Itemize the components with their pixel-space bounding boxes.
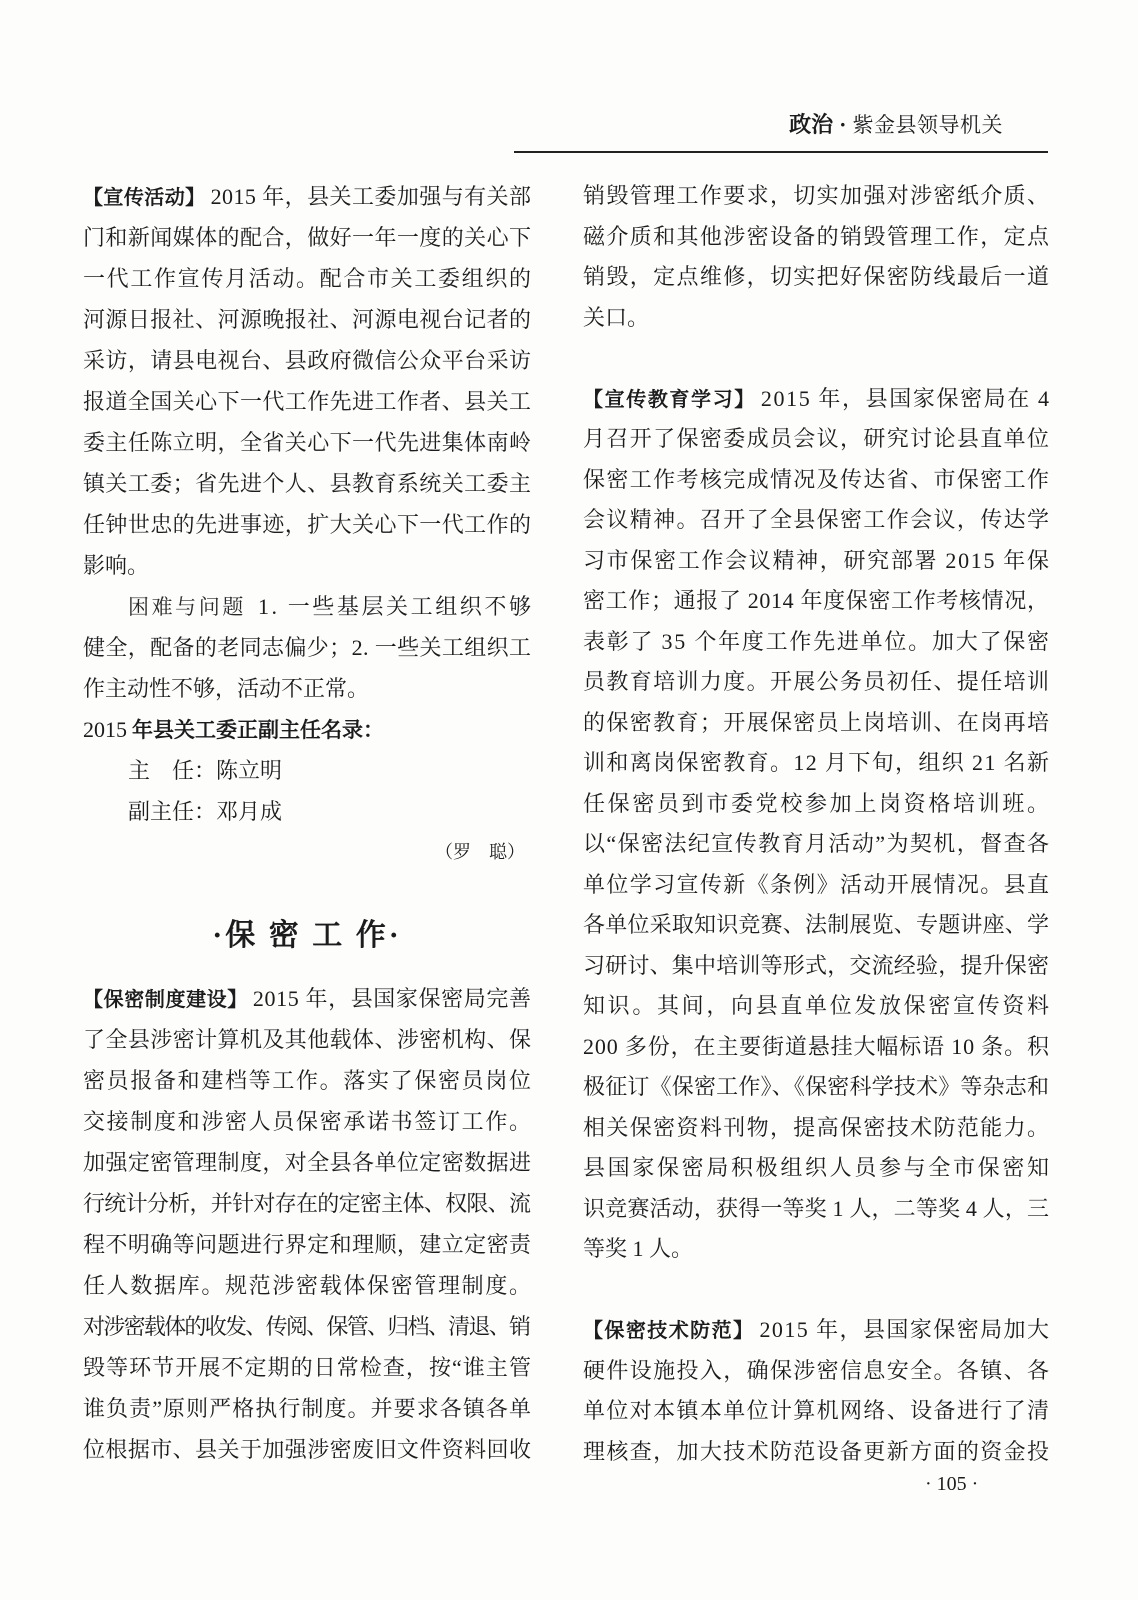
roster-year: 2015	[83, 717, 127, 742]
text-line: 了全县涉密计算机及其他载体、涉密机构、保	[83, 1027, 532, 1052]
paragraph-gap	[583, 338, 1049, 379]
text-line: 位根据市、县关于加强涉密废旧文件资料回收	[83, 1437, 532, 1462]
text-line: 一代工作宣传月活动。配合市关工委组织的	[83, 266, 533, 291]
text-line: 交接制度和涉密人员保密承诺书签订工作。	[83, 1109, 533, 1134]
text-line: 行统计分析，并针对存在的定密主体、权限、流	[83, 1191, 531, 1216]
article-heading: 【保密制度建设】	[83, 987, 248, 1011]
roster-director: 主 任：陈立明	[128, 758, 283, 783]
article-technical-protection	[583, 1310, 1049, 1472]
line-text: 2015 年，县关工委加强与有关部	[210, 184, 532, 209]
text-line: 会议精神。召开了全县保密工作会议，传达学	[583, 507, 1051, 532]
text-line: 关口。	[583, 304, 650, 330]
text-line: 委主任陈立明，全省关心下一代先进集体南岭	[83, 430, 532, 455]
article-publicity	[83, 176, 531, 586]
text-line: 单位学习宣传新《条例》活动开展情况。县直	[583, 871, 1051, 897]
text-line: 程不明确等问题进行界定和理顺，建立定密责	[83, 1232, 532, 1257]
text-line: 极征订《保密工作》、《保密科学技术》等杂志和	[583, 1074, 1050, 1099]
text-line: 报道全国关心下一代工作先进工作者、县关工	[83, 389, 532, 414]
text-line: 等奖 1 人。	[583, 1236, 694, 1261]
text-line: 密员报备和建档等工作。落实了保密员岗位	[83, 1068, 533, 1093]
text-line: 训和离岗保密教育。12 月下旬，组织 21 名新	[583, 750, 1051, 775]
text-line: 影响。	[83, 553, 150, 578]
line-text: 2015 年，县国家保密局在 4	[760, 385, 1051, 411]
article-heading: 【宣传活动】	[83, 185, 206, 209]
text-line: 谁负责”原则严格执行制度。并要求各镇各单	[83, 1396, 533, 1421]
header-separator: ·	[839, 112, 847, 137]
roster-deputy: 副主任：邓月成	[128, 799, 283, 824]
text-line: 毁等环节开展不定期的日常检查，按“谁主管	[83, 1355, 533, 1380]
text-line: 密工作；通报了 2014 年度保密工作考核情况，	[583, 588, 1050, 613]
paragraph-gap	[583, 1270, 1049, 1311]
text-line: 作主动性不够，活动不正常。	[83, 676, 370, 701]
article-confidentiality-system	[83, 978, 531, 1470]
roster-heading	[83, 709, 531, 750]
text-line: 磁介质和其他涉密设备的销毁管理工作，定点	[583, 223, 1051, 249]
text-line: 任保密员到市委党校参加上岗资格培训班。	[583, 790, 1052, 816]
text-line: 健全，配备的老同志偏少；2. 一些关工组织工	[83, 635, 532, 660]
text-line: 员教育培训力度。开展公务员初任、提任培训	[583, 669, 1051, 694]
text-line	[83, 176, 531, 217]
text-line: 理核查，加大技术防范设备更新方面的资金投	[583, 1438, 1051, 1464]
article-confidentiality-system-continued	[583, 176, 1049, 338]
text-line: 单位对本镇本单位计算机网络、设备进行了清	[583, 1398, 1051, 1423]
text-line: 销毁，定点维修，切实把好保密防线最后一道	[583, 264, 1051, 289]
text-line: 识竞赛活动，获得一等奖 1 人，二等奖 4 人，三	[583, 1195, 1050, 1221]
line-text: 2015 年，县国家保密局加大	[759, 1317, 1051, 1342]
page-number: · 105 ·	[925, 1473, 979, 1495]
author-credit: （罗 聪）	[435, 842, 525, 862]
header-section: 政治	[789, 113, 834, 138]
line-text: 2015 年，县国家保密局完善	[252, 986, 532, 1011]
header-title: 紫金县领导机关	[852, 113, 1003, 137]
right-column	[583, 176, 1052, 1472]
text-line	[83, 978, 531, 1019]
article-education	[583, 379, 1052, 1270]
text-line: 200 多份，在主要街道悬挂大幅标语 10 条。积	[583, 1033, 1050, 1059]
text-line	[83, 586, 534, 627]
text-line: 表彰了 35 个年度工作先进单位。加大了保密	[583, 628, 1051, 654]
roster-title: 年县关工委正副主任名录：	[132, 718, 384, 742]
text-line	[583, 379, 1049, 420]
text-line: 保密工作考核完成情况及传达省、市保密工作	[583, 466, 1051, 492]
text-line: 销毁管理工作要求，切实加强对涉密纸介质、	[583, 183, 1051, 208]
text-line	[583, 1310, 1049, 1351]
running-header	[789, 112, 1003, 138]
left-column	[83, 176, 534, 1470]
text-line: 习研讨、集中培训等形式，交流经验，提升保密	[583, 952, 1050, 978]
text-line: 习市保密工作会议精神，研究部署 2015 年保	[583, 547, 1051, 573]
line-text: 1. 一些基层关工组织不够	[257, 594, 534, 619]
text-line: 门和新闻媒体的配合，做好一年一度的关心下	[83, 225, 532, 250]
text-line: 相关保密资料刊物，提高保密技术防范能力。	[583, 1114, 1051, 1140]
text-line: 月召开了保密委成员会议，研究讨论县直单位	[583, 426, 1051, 451]
text-line: 硬件设施投入，确保涉密信息安全。各镇、各	[583, 1357, 1051, 1383]
text-line: 任人数据库。规范涉密载体保密管理制度。	[83, 1273, 533, 1298]
text-line: 镇关工委；省先进个人、县教育系统关工委主	[83, 471, 532, 496]
problems-label: 困难与问题	[128, 595, 246, 619]
section-title: ·保 密 工 作·	[212, 919, 402, 952]
text-line: 任钟世忠的先进事迹，扩大关心下一代工作的	[83, 512, 532, 537]
text-line: 加强定密管理制度，对全县各单位定密数据进	[83, 1150, 532, 1175]
text-line: 的保密教育；开展保密员上岗培训、在岗再培	[583, 709, 1051, 735]
text-line: 县国家保密局积极组织人员参与全市保密知	[583, 1155, 1052, 1180]
text-line: 各单位采取知识竞赛、法制展览、专题讲座、学	[583, 912, 1050, 937]
roster	[83, 709, 531, 873]
article-heading: 【宣传教育学习】	[583, 386, 756, 411]
text-line: 以“保密法纪宣传教育月活动”为契机，督查各	[583, 831, 1051, 856]
article-problems	[83, 586, 534, 709]
article-heading: 【保密技术防范】	[583, 1318, 755, 1342]
header-rule	[514, 151, 1048, 153]
text-line: 采访，请县电视台、县政府微信公众平台采访	[83, 348, 532, 373]
text-line: 知识。其间，向县直单位发放保密宣传资料	[583, 993, 1052, 1018]
text-line: 对涉密载体的收发、传阅、保管、归档、清退、销	[83, 1314, 530, 1339]
text-line: 河源日报社、河源晚报社、河源电视台记者的	[83, 307, 532, 332]
